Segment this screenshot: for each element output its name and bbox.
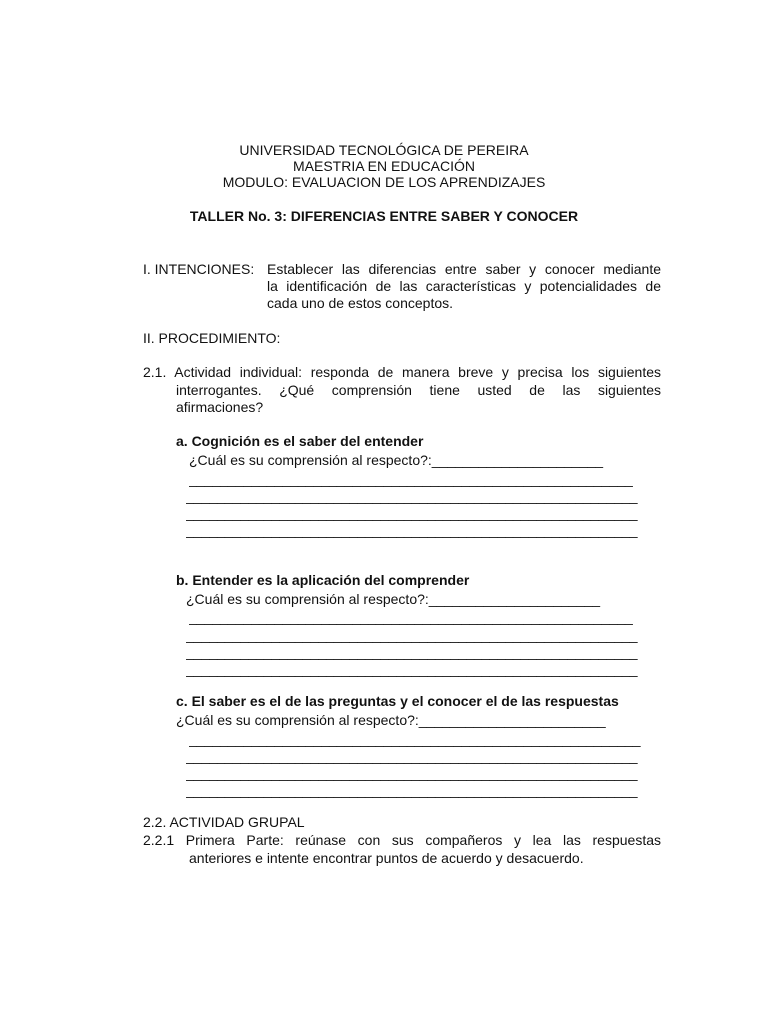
question-a-prompt[interactable]: ¿Cuál es su comprensión al respecto?:______________________ [189, 452, 604, 468]
question-c-answer-line-1[interactable]: __________________________________________________________ [189, 731, 641, 747]
question-c-answer-line-2[interactable]: __________________________________________________________ [186, 748, 638, 764]
question-b-answer-line-2[interactable]: __________________________________________________________ [186, 627, 638, 643]
intenciones-line-1: Establecer las diferencias entre saber y conocer mediante [267, 261, 661, 277]
question-b-prompt[interactable]: ¿Cuál es su comprensión al respecto?:______________________ [186, 591, 601, 607]
procedimiento-label: II. PROCEDIMIENTO: [143, 330, 281, 346]
actividad-grupal-label: 2.2. ACTIVIDAD GRUPAL [143, 814, 305, 830]
actividad-individual-line-1: 2.1. Actividad individual: responda de manera breve y precisa los siguientes [143, 364, 661, 380]
question-c-prompt[interactable]: ¿Cuál es su comprensión al respecto?:________________________ [176, 712, 606, 728]
intenciones-line-3: cada uno de estos conceptos. [267, 295, 454, 311]
question-b-answer-line-4[interactable]: __________________________________________________________ [186, 661, 638, 677]
actividad-individual-line-2: interrogantes. ¿Qué comprensión tiene usted de las siguientes [176, 382, 661, 398]
question-c-heading: c. El saber es el de las preguntas y el conocer el de las respuestas [176, 693, 619, 709]
page-title: TALLER No. 3: DIFERENCIAS ENTRE SABER Y CONOCER [189, 208, 579, 224]
module-name: MODULO: EVALUACION DE LOS APRENDIZAJES [222, 174, 546, 190]
question-b-answer-line-1[interactable]: _________________________________________________________ [189, 609, 633, 625]
question-a-answer-line-4[interactable]: __________________________________________________________ [186, 522, 638, 538]
program-name: MAESTRIA EN EDUCACIÓN [292, 158, 476, 174]
question-c-answer-line-3[interactable]: __________________________________________________________ [186, 765, 638, 781]
question-b-answer-line-3[interactable]: __________________________________________________________ [186, 644, 638, 660]
intenciones-label: I. INTENCIONES: [143, 261, 255, 277]
question-a-answer-line-1[interactable]: _________________________________________________________ [189, 471, 633, 487]
actividad-individual-line-3: afirmaciones? [176, 399, 264, 415]
question-a-answer-line-3[interactable]: __________________________________________________________ [186, 505, 638, 521]
intenciones-line-2: la identificación de las características y potencialidades de [267, 278, 661, 294]
question-a-heading: a. Cognición es el saber del entender [176, 433, 424, 449]
actividad-grupal-line-1: 2.2.1 Primera Parte: reúnase con sus compañeros y lea las respuestas [143, 832, 661, 848]
university-name: UNIVERSIDAD TECNOLÓGICA DE PEREIRA [239, 142, 529, 158]
question-c-answer-line-4[interactable]: __________________________________________________________ [186, 782, 638, 798]
actividad-grupal-line-2: anteriores e intente encontrar puntos de acuerdo y desacuerdo. [189, 850, 584, 866]
question-b-heading: b. Entender es la aplicación del comprender [176, 572, 470, 588]
question-a-answer-line-2[interactable]: __________________________________________________________ [186, 488, 638, 504]
